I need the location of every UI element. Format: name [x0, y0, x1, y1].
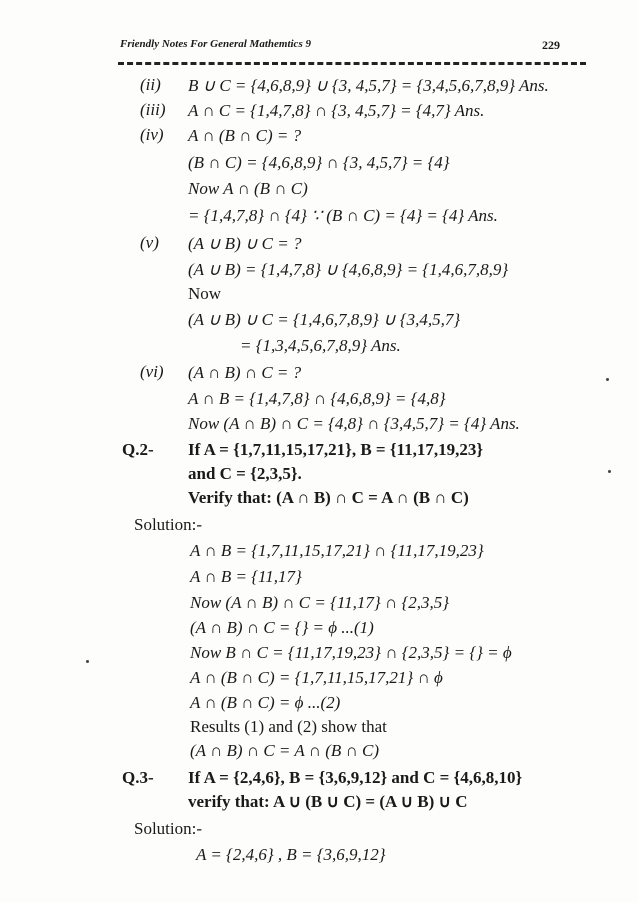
page-number: 229 [542, 38, 560, 52]
math-line: (A ∪ B) = {1,4,7,8} ∪ {4,6,8,9} = {1,4,6,7,8,9} [188, 260, 509, 279]
question-2-line: Verify that: (A ∩ B) ∩ C = A ∩ (B ∩ C) [188, 488, 469, 507]
question-3-number: Q.3- [122, 768, 154, 787]
math-line: Now (A ∩ B) ∩ C = {4,8} ∩ {3,4,5,7} = {4} Ans. [188, 414, 520, 433]
label-vi: (vi) [140, 362, 164, 381]
solution-step: A ∩ (B ∩ C) = {1,7,11,15,17,21} ∩ ϕ [190, 668, 443, 687]
label-v: (v) [140, 233, 159, 252]
math-line: Now [188, 284, 222, 303]
solution-step: (A ∩ B) ∩ C = A ∩ (B ∩ C) [190, 741, 380, 760]
math-line: (B ∩ C) = {4,6,8,9} ∩ {3, 4,5,7} = {4} [188, 153, 450, 172]
math-line: = {1,4,7,8} ∩ {4} ∵ (B ∩ C) = {4} = {4} Ans. [188, 206, 498, 225]
question-2-number: Q.2- [122, 440, 154, 459]
solution-step: Results (1) and (2) show that [190, 717, 387, 736]
header-title: Friendly Notes For General Mathemtics 9 [120, 38, 311, 50]
math-line: Now A ∩ (B ∩ C) [188, 179, 308, 198]
header-divider [118, 62, 586, 65]
scan-speck [606, 378, 609, 381]
solution-label: Solution:- [134, 819, 203, 838]
math-line: (A ∪ B) ∪ C = {1,4,6,7,8,9} ∪ {3,4,5,7} [188, 310, 461, 329]
math-line: A ∩ C = {1,4,7,8} ∩ {3, 4,5,7} = {4,7} Ans. [188, 101, 485, 120]
scan-speck [608, 470, 611, 473]
question-2-line: and C = {2,3,5}. [188, 464, 302, 483]
solution-step: A = {2,4,6} , B = {3,6,9,12} [196, 845, 386, 864]
scan-speck [86, 660, 89, 663]
question-2-line: If A = {1,7,11,15,17,21}, B = {11,17,19,23} [188, 440, 484, 459]
label-ii: (ii) [140, 75, 161, 94]
math-line: (A ∩ B) ∩ C = ? [188, 363, 302, 382]
math-line: (A ∪ B) ∪ C = ? [188, 234, 302, 253]
math-line: B ∪ C = {4,6,8,9} ∪ {3, 4,5,7} = {3,4,5,6,7,8,9} Ans. [188, 76, 549, 95]
solution-step: A ∩ B = {11,17} [190, 567, 302, 586]
solution-step: A ∩ (B ∩ C) = ϕ ...(2) [190, 693, 341, 712]
solution-step: Now (A ∩ B) ∩ C = {11,17} ∩ {2,3,5} [190, 593, 450, 612]
solution-label: Solution:- [134, 515, 203, 534]
solution-step: (A ∩ B) ∩ C = {} = ϕ ...(1) [190, 618, 374, 637]
math-line: A ∩ (B ∩ C) = ? [188, 126, 302, 145]
label-iv: (iv) [140, 125, 164, 144]
question-3-line: verify that: A ∪ (B ∪ C) = (A ∪ B) ∪ C [188, 792, 468, 811]
question-3-line: If A = {2,4,6}, B = {3,6,9,12} and C = {4,6,8,10} [188, 768, 523, 787]
solution-step: A ∩ B = {1,7,11,15,17,21} ∩ {11,17,19,23} [190, 541, 484, 560]
label-iii: (iii) [140, 100, 166, 119]
math-line: = {1,3,4,5,6,7,8,9} Ans. [240, 336, 401, 355]
math-line: A ∩ B = {1,4,7,8} ∩ {4,6,8,9} = {4,8} [188, 389, 446, 408]
page-header [120, 38, 560, 50]
solution-step: Now B ∩ C = {11,17,19,23} ∩ {2,3,5} = {} = ϕ [190, 643, 512, 662]
